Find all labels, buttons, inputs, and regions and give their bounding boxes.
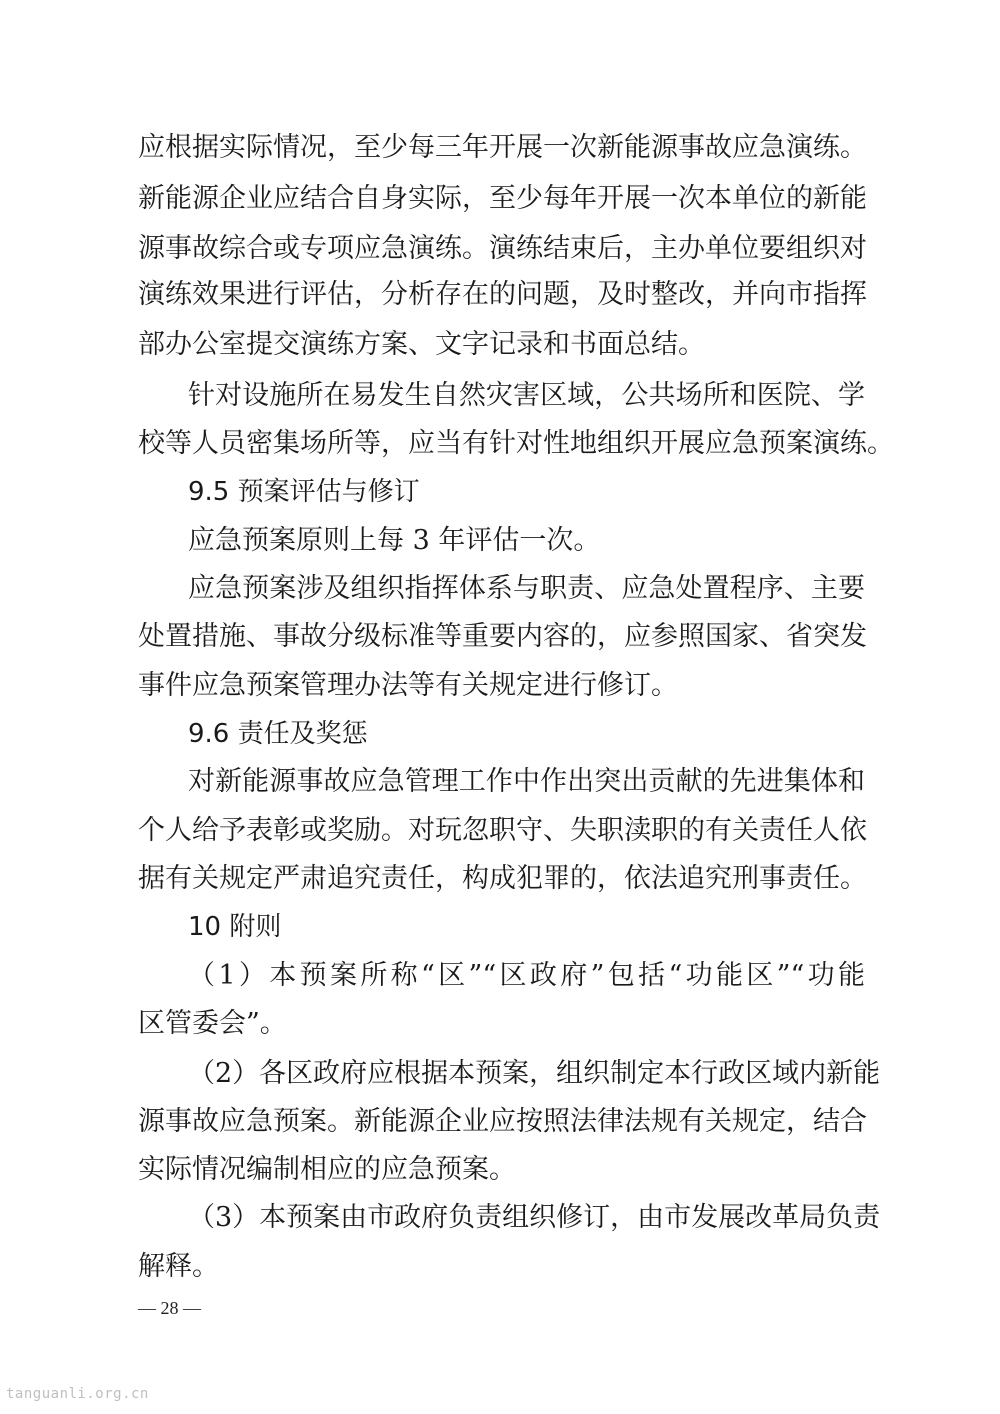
paragraph-line: 应根据实际情况，至少每三年开展一次新能源事故应急演练。 (138, 132, 867, 163)
paragraph-line: 新能源企业应结合自身实际，至少每年开展一次本单位的新能 (138, 183, 867, 214)
section-heading-10: 10 附则 (188, 912, 282, 942)
paragraph-line: 演练效果进行评估，分析存在的问题，及时整改，并向市指挥 (138, 279, 867, 310)
paragraph-line: 源事故应急预案。新能源企业应按照法律法规有关规定，结合 (138, 1106, 867, 1137)
paragraph-line: 针对设施所在易发生自然灾害区域，公共场所和医院、学 (188, 380, 865, 411)
section-heading-9-6: 9.6 责任及奖惩 (188, 719, 368, 749)
paragraph-line: 源事故综合或专项应急演练。演练结束后，主办单位要组织对 (138, 233, 867, 264)
paragraph-line: （2）各区政府应根据本预案，组织制定本行政区域内新能 (188, 1058, 881, 1089)
paragraph-line: 应急预案原则上每 3 年评估一次。 (188, 525, 601, 556)
paragraph-line: 解释。 (138, 1251, 219, 1282)
paragraph-line: 据有关规定严肃追究责任，构成犯罪的，依法追究刑事责任。 (138, 863, 867, 894)
paragraph-line: 个人给予表彰或奖励。对玩忽职守、失职渎职的有关责任人依 (138, 815, 867, 846)
paragraph-line: 实际情况编制相应的应急预案。 (138, 1154, 516, 1185)
paragraph-line: 部办公室提交演练方案、文字记录和书面总结。 (138, 329, 705, 360)
paragraph-line: 校等人员密集场所等，应当有针对性地组织开展应急预案演练。 (138, 428, 894, 459)
paragraph-line: （3）本预案由市政府负责组织修订，由市发展改革局负责 (188, 1202, 881, 1233)
paragraph-line: 处置措施、事故分级标准等重要内容的，应参照国家、省突发 (138, 621, 867, 652)
paragraph-line: 事件应急预案管理办法等有关规定进行修订。 (138, 670, 678, 701)
section-heading-9-5: 9.5 预案评估与修订 (188, 477, 420, 507)
paragraph-line: 应急预案涉及组织指挥体系与职责、应急处置程序、主要 (188, 573, 865, 604)
paragraph-line: （1）本预案所称“区”“区政府”包括“功能区”“功能 (188, 960, 865, 991)
paragraph-line: 区管委会”。 (138, 1008, 287, 1039)
watermark: tanguanli.org.cn (6, 1386, 149, 1402)
page-number: — 28 — (138, 1298, 201, 1318)
paragraph-line: 对新能源事故应急管理工作中作出突出贡献的先进集体和 (188, 766, 865, 797)
